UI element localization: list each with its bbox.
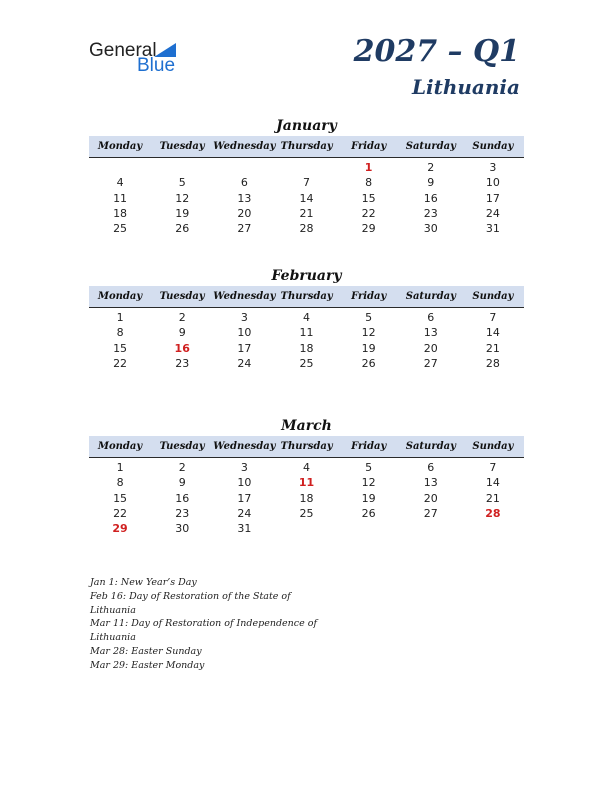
weekday-saturday: Saturday xyxy=(405,141,456,152)
week-row xyxy=(89,356,524,371)
weekday-header xyxy=(89,286,524,308)
weekday-saturday: Saturday xyxy=(405,441,456,452)
week-row xyxy=(89,341,524,356)
page-subtitle: Lithuania xyxy=(411,75,520,99)
day-cell xyxy=(213,160,275,175)
month-february xyxy=(89,266,524,371)
day-cell: 2 xyxy=(178,311,186,324)
holiday-note: Mar 11: Day of Restoration of Independence of xyxy=(90,618,317,630)
day-cell: 20 xyxy=(423,341,438,355)
day-cell: 12 xyxy=(361,476,376,490)
day-cell: 17 xyxy=(485,191,500,205)
holiday-note: Mar 29: Easter Monday xyxy=(90,659,205,671)
weekday-thursday: Thursday xyxy=(280,291,333,302)
month-name: January xyxy=(276,118,337,134)
week-row xyxy=(89,206,524,221)
weekday-tuesday: Tuesday xyxy=(159,141,205,152)
day-cell: 30 xyxy=(423,222,438,236)
day-cell: 3 xyxy=(489,161,497,174)
day-cell: 18 xyxy=(299,491,314,505)
weekday-monday: Monday xyxy=(97,291,143,302)
day-cell: 4 xyxy=(116,176,124,190)
day-cell: 19 xyxy=(361,491,376,505)
day-cell xyxy=(338,521,400,536)
weekday-friday: Friday xyxy=(351,291,387,302)
day-cell: 11 xyxy=(299,326,314,340)
day-cell: 23 xyxy=(175,506,190,520)
day-cell: 25 xyxy=(113,222,128,236)
weekday-saturday: Saturday xyxy=(405,291,456,302)
month-name: March xyxy=(281,418,332,434)
day-cell: 22 xyxy=(361,206,376,220)
day-cell: 13 xyxy=(423,476,438,490)
day-cell: 10 xyxy=(485,176,500,190)
week-row xyxy=(89,521,524,536)
day-cell: 29 xyxy=(361,222,376,236)
week-row xyxy=(89,175,524,190)
day-cell: 19 xyxy=(175,206,190,220)
day-cell: 26 xyxy=(175,222,190,236)
day-cell: 20 xyxy=(423,491,438,505)
weekday-tuesday: Tuesday xyxy=(159,441,205,452)
day-cell: 20 xyxy=(237,206,252,220)
day-cell: 12 xyxy=(175,191,190,205)
week-row xyxy=(89,491,524,506)
holiday-note: Mar 28: Easter Sunday xyxy=(90,645,202,657)
day-cell: 13 xyxy=(237,191,252,205)
day-cell: 28 xyxy=(485,356,500,370)
weekday-tuesday: Tuesday xyxy=(159,291,205,302)
week-row xyxy=(89,310,524,325)
day-cell: 4 xyxy=(302,311,310,324)
month-name: February xyxy=(271,268,342,284)
weekday-wednesday: Wednesday xyxy=(213,141,276,152)
week-row xyxy=(89,191,524,206)
day-cell: 5 xyxy=(178,176,186,190)
day-cell: 23 xyxy=(423,206,438,220)
day-cell xyxy=(89,160,151,175)
day-cell: 1 xyxy=(116,461,124,474)
day-cell: 1 xyxy=(364,161,373,174)
day-cell: 21 xyxy=(485,491,500,505)
day-cell: 29 xyxy=(112,522,128,536)
day-cell: 14 xyxy=(299,191,314,205)
weekday-sunday: Sunday xyxy=(472,441,514,452)
week-row xyxy=(89,160,524,175)
day-cell: 13 xyxy=(423,326,438,340)
weekday-wednesday: Wednesday xyxy=(213,291,276,302)
day-cell: 9 xyxy=(427,176,435,190)
weekday-wednesday: Wednesday xyxy=(213,441,276,452)
day-cell: 3 xyxy=(240,461,248,474)
day-cell: 6 xyxy=(427,461,435,474)
week-row xyxy=(89,506,524,521)
day-cell: 2 xyxy=(427,161,435,174)
day-cell: 4 xyxy=(302,461,310,474)
day-cell: 24 xyxy=(237,506,252,520)
weekday-header xyxy=(89,136,524,158)
day-cell: 8 xyxy=(365,176,373,190)
month-march xyxy=(89,416,524,536)
day-cell: 18 xyxy=(113,206,128,220)
weekday-friday: Friday xyxy=(351,441,387,452)
weekday-sunday: Sunday xyxy=(472,291,514,302)
day-cell: 18 xyxy=(299,341,314,355)
day-cell: 27 xyxy=(237,222,252,236)
day-cell: 30 xyxy=(175,522,190,536)
day-cell: 5 xyxy=(365,311,373,324)
day-cell: 31 xyxy=(237,522,252,536)
week-row xyxy=(89,460,524,475)
day-cell: 25 xyxy=(299,356,314,370)
day-cell: 7 xyxy=(489,461,497,474)
day-cell: 12 xyxy=(361,326,376,340)
page-title: 2027 – Q1 xyxy=(353,34,520,69)
day-cell: 28 xyxy=(485,506,501,520)
day-cell: 10 xyxy=(237,326,252,340)
weekday-friday: Friday xyxy=(351,141,387,152)
day-cell: 7 xyxy=(302,176,310,190)
day-cell: 14 xyxy=(485,326,500,340)
week-row xyxy=(89,221,524,236)
day-cell: 10 xyxy=(237,476,252,490)
day-cell xyxy=(462,521,524,536)
day-cell: 6 xyxy=(240,176,248,190)
day-cell: 3 xyxy=(240,311,248,324)
holiday-note: Jan 1: New Year’s Day xyxy=(90,577,197,588)
weekday-header xyxy=(89,436,524,458)
weekday-thursday: Thursday xyxy=(280,141,333,152)
week-row xyxy=(89,325,524,340)
day-cell: 15 xyxy=(113,491,128,505)
day-cell: 24 xyxy=(485,206,500,220)
weekday-monday: Monday xyxy=(97,141,143,152)
weekday-sunday: Sunday xyxy=(472,141,514,152)
day-cell: 22 xyxy=(113,506,128,520)
day-cell: 6 xyxy=(427,311,435,324)
weekday-monday: Monday xyxy=(97,441,143,452)
day-cell: 8 xyxy=(116,476,124,490)
day-cell: 27 xyxy=(423,506,438,520)
day-cell: 21 xyxy=(299,206,314,220)
day-cell: 26 xyxy=(361,356,376,370)
day-cell: 9 xyxy=(178,326,186,340)
day-cell: 11 xyxy=(113,191,128,205)
day-cell: 26 xyxy=(361,506,376,520)
holiday-notes xyxy=(90,576,330,673)
day-cell: 11 xyxy=(298,476,315,490)
day-cell: 21 xyxy=(485,341,500,355)
day-cell: 8 xyxy=(116,326,124,340)
day-cell xyxy=(400,521,462,536)
week-row xyxy=(89,475,524,490)
holiday-note: Feb 16: Day of Restoration of the State of Lithuania xyxy=(90,590,291,616)
logo-text-blue: Blue xyxy=(137,55,176,76)
day-cell xyxy=(275,160,337,175)
day-cell: 28 xyxy=(299,222,314,236)
day-cell: 25 xyxy=(299,506,314,520)
day-cell: 31 xyxy=(485,222,500,236)
day-cell: 17 xyxy=(237,341,252,355)
day-cell: 15 xyxy=(113,341,128,355)
day-cell: 22 xyxy=(113,356,128,370)
day-cell: 23 xyxy=(175,356,190,370)
weekday-thursday: Thursday xyxy=(280,441,333,452)
month-january xyxy=(89,116,524,236)
day-cell: 17 xyxy=(237,491,252,505)
day-cell: 27 xyxy=(423,356,438,370)
holiday-note: Lithuania xyxy=(90,632,136,644)
day-cell: 16 xyxy=(175,491,190,505)
day-cell: 16 xyxy=(174,341,190,355)
day-cell: 7 xyxy=(489,311,497,324)
logo-text-general: General xyxy=(89,40,157,61)
day-cell: 19 xyxy=(361,341,376,355)
day-cell xyxy=(151,160,213,175)
day-cell: 5 xyxy=(365,461,373,474)
day-cell: 2 xyxy=(178,461,186,474)
day-cell: 14 xyxy=(485,476,500,490)
day-cell: 15 xyxy=(361,191,376,205)
day-cell: 9 xyxy=(178,476,186,490)
day-cell: 24 xyxy=(237,356,252,370)
day-cell: 16 xyxy=(423,191,438,205)
day-cell: 1 xyxy=(116,311,124,324)
day-cell xyxy=(275,521,337,536)
